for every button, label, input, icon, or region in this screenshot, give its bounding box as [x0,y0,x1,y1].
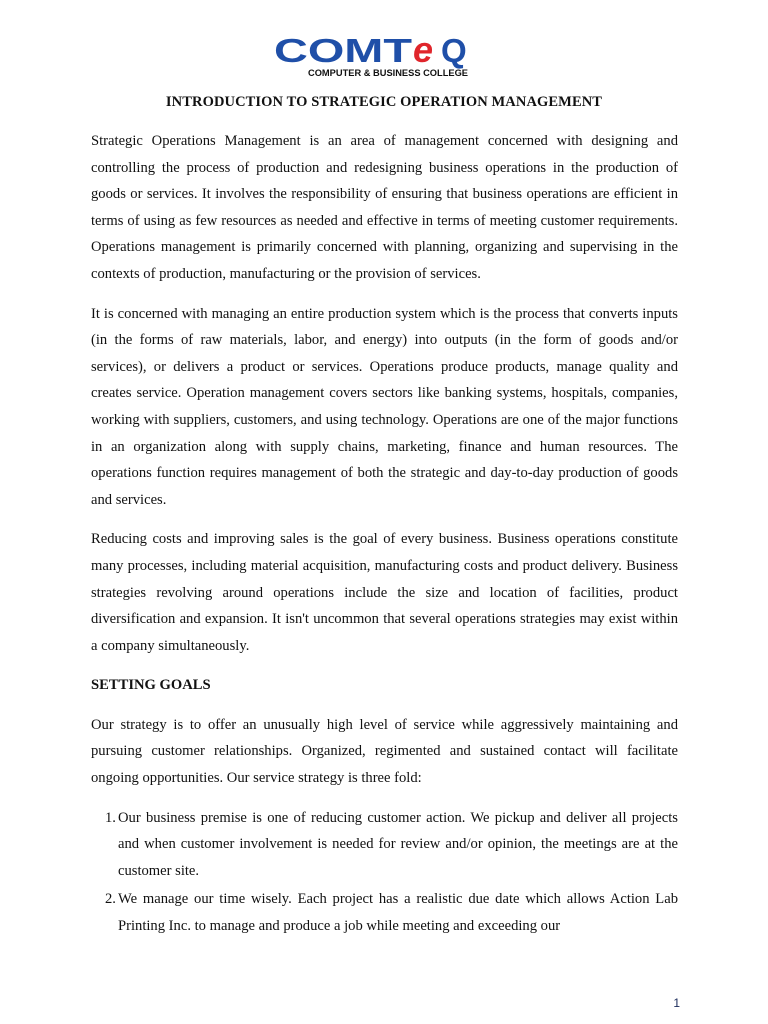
list-item-text: We manage our time wisely. Each project has a realistic due date which allows Action Lab Printing Inc. to manage and produce a job while meeting and exceeding our [118,891,678,935]
logo-tagline: COMPUTER & BUSINESS COLLEGE [308,68,468,78]
section-heading: SETTING GOALS [91,677,211,694]
comteq-logo-graphic [270,32,500,82]
list-item [91,886,678,939]
strategy-list [91,805,678,940]
paragraph-3: Reducing costs and improving sales is the goal of every business. Business operations constitute many processes, including material acquisition, manufacturing costs and product delivery. Business strategies revolving around operations include the size and location of facilities, product diversification and expansion. It isn't uncommon that several operations strategies may exist within a company simultaneously. [91,531,678,654]
document-title: INTRODUCTION TO STRATEGIC OPERATION MANAGEMENT [165,94,603,110]
logo-brand-suffix: Q [441,32,467,69]
list-item-text: Our business premise is one of reducing customer action. We pickup and deliver all projects and when customer involvement is needed for review and/or opinion, the meetings are at the customer site. [118,809,678,879]
page-number: 1 [673,996,680,1010]
list-item-number: 2. [105,891,116,908]
section-paragraph: Our strategy is to offer an unusually high level of service while aggressively maintaining and pursuing customer relationships. Organized, regimented and sustained contact will facilitate ongoing opportunities. Our service strategy is three fold: [91,716,678,787]
logo-brand-mark: e [413,32,434,70]
document-body [91,128,678,942]
list-item [91,805,678,885]
paragraph-2: It is concerned with managing an entire production system which is the process that converts inputs (in the forms of raw materials, labor, and energy) into outputs (in the form of goods and/or services), or delivers a product or services. Operations produce products, manage quality and creates service. Operation management covers sectors like banking systems, hospitals, companies, working with suppliers, customers, and using technology. Operations are one of the major functions in an organization along with supply chains, marketing, finance and human resources. The operations function requires management of both the strategic and day-to-day production of goods and services. [91,305,678,508]
list-item-number: 1. [105,809,116,826]
college-logo [270,32,500,82]
logo-brand-prefix: COMT [274,32,412,69]
paragraph-1: Strategic Operations Management is an area of management concerned with designing and controlling the process of production and redesigning business operations in the production of goods or services. It involves the responsibility of ensuring that business operations are efficient in terms of using as few resources as needed and effective in terms of meeting customer requirements. Operations management is primarily concerned with planning, organizing and supervising in the contexts of production, manufacturing or the provision of services. [91,133,678,282]
